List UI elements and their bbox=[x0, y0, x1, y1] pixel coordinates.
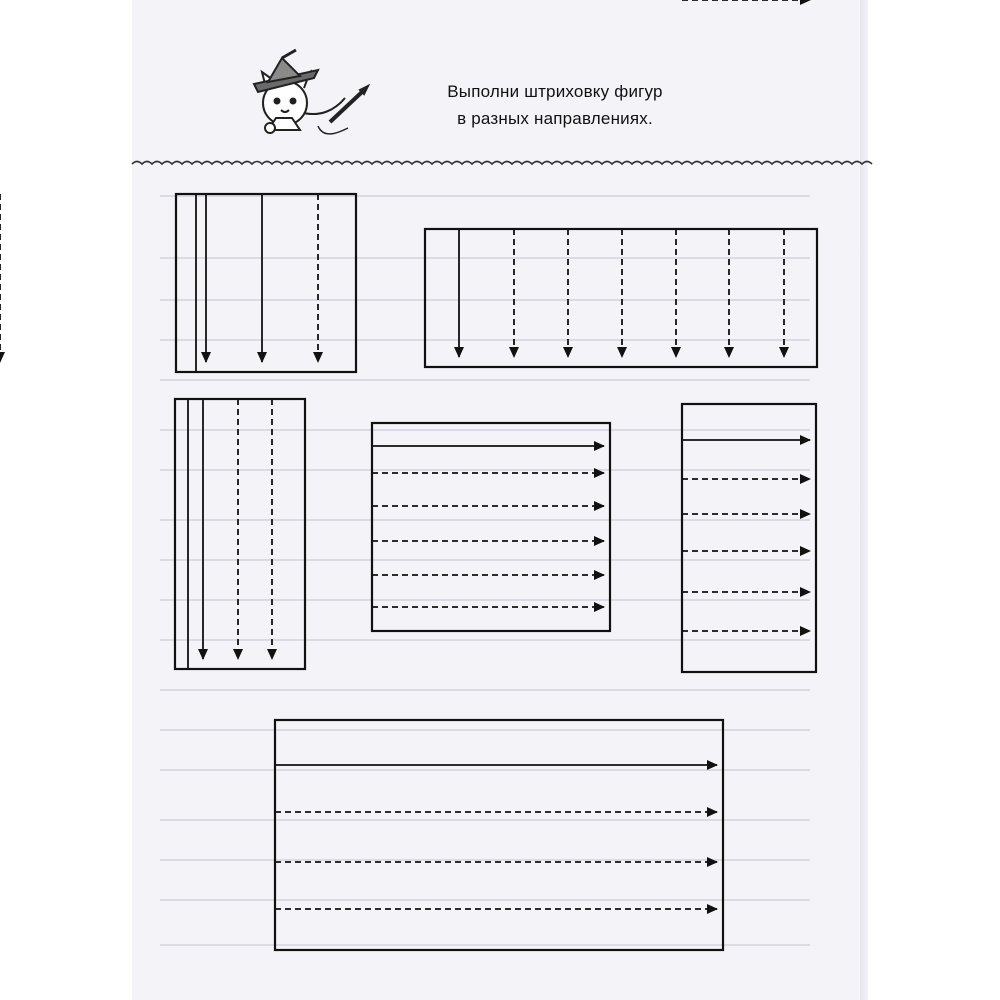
instruction-line-2: в разных направлениях. bbox=[457, 109, 653, 128]
exercise-instruction bbox=[395, 78, 715, 132]
show-through-background bbox=[160, 196, 810, 945]
tall-rect-bottom-left bbox=[175, 399, 305, 669]
tall-rect-bottom-left-frame bbox=[175, 399, 305, 669]
wavy-divider bbox=[132, 162, 872, 165]
wide-rect-bottom-frame bbox=[275, 720, 723, 950]
wide-rect-top-right bbox=[425, 229, 817, 367]
wide-rect-bottom bbox=[275, 720, 723, 950]
wide-rect-top-right-frame bbox=[425, 229, 817, 367]
instruction-line-1: Выполни штриховку фигур bbox=[447, 82, 663, 101]
tall-rect-top-left-frame bbox=[176, 194, 356, 372]
tall-rect-top-left bbox=[0, 194, 356, 372]
cat-with-hat-and-pencil-icon bbox=[254, 50, 368, 134]
